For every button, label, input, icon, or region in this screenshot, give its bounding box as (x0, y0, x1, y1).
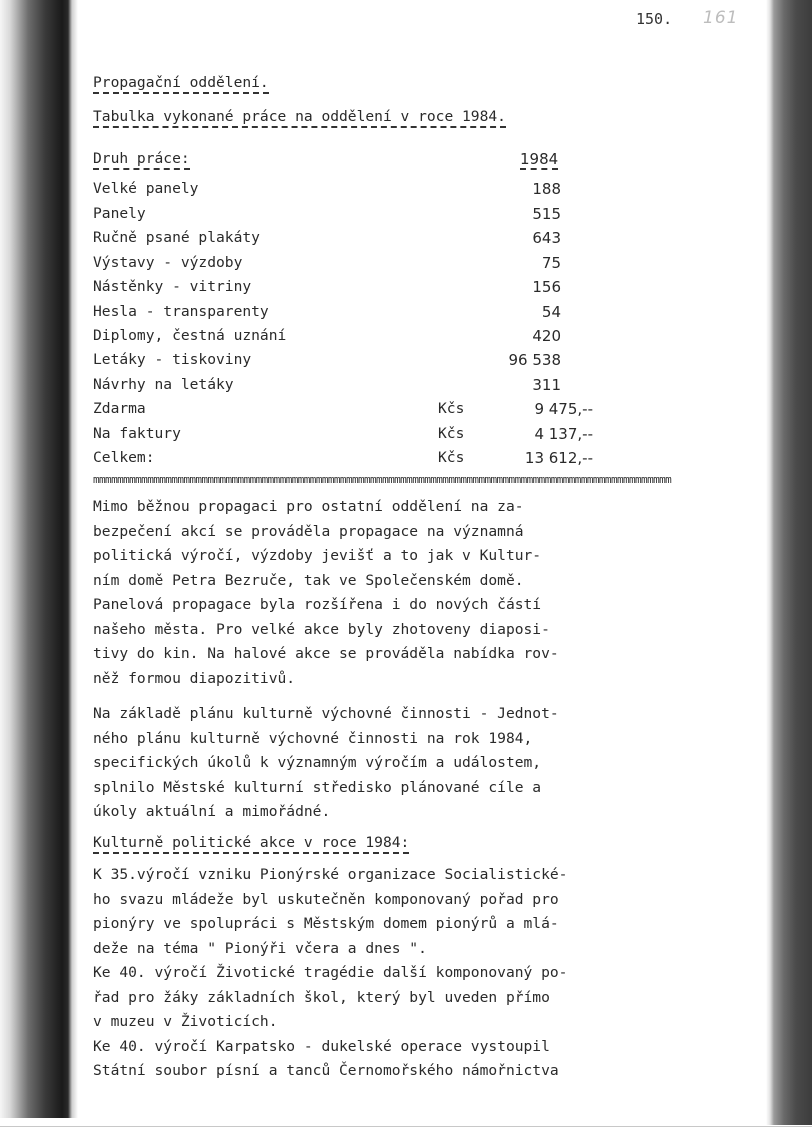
row-currency: Kčs (438, 425, 465, 442)
text-line: K 35.výročí vzniku Pionýrské organizace Socialistické- (93, 866, 568, 883)
text-line: v muzeu v Životicích. (93, 1013, 278, 1030)
paragraph-events (93, 863, 653, 1084)
typed-separator-line: mmmmmmmmmmmmmmmmmmmmmmmmmmmmmmmmmmmmmmmmmmmmmmmmmmmmmmmmmmmmmmmmmmmmmmmmmmmmmmmmmmmmmmmmmmmmmmmm (93, 473, 672, 486)
row-label: Panely (93, 205, 146, 222)
row-value: 54 (541, 303, 561, 321)
scan-shadow-right (766, 0, 812, 1125)
text-line: tivy do kin. Na halové akce se prováděla nabídka rov- (93, 645, 559, 662)
paragraph-propagation (93, 495, 653, 691)
row-currency: Kčs (438, 449, 465, 466)
section-title (93, 834, 409, 852)
row-label: Letáky - tiskoviny (93, 351, 252, 368)
row-value: 4 137,-- (534, 425, 593, 443)
archive-page-number: 161 (703, 8, 739, 28)
row-label: Návrhy na letáky (93, 376, 234, 393)
table-row (93, 303, 603, 323)
row-label: Nástěnky - vitriny (93, 278, 252, 295)
table-title-text: Tabulka vykonané práce na oddělení v roce 1984. (93, 108, 506, 128)
row-value: 96 538 (508, 351, 561, 369)
row-value: 9 475,-- (534, 400, 593, 418)
text-line: Panelová propagace byla rozšířena i do nových částí (93, 596, 542, 613)
text-line: politická výročí, výzdoby jevišť a to jak v Kultur- (93, 547, 542, 564)
page-number: 150. (636, 10, 673, 28)
section-title-text: Kulturně politické akce v roce 1984: (93, 834, 409, 854)
text-line: splnilo Městské kulturní středisko plánované cíle a (93, 778, 542, 796)
table-row (93, 254, 603, 274)
row-value: 13 612,-- (524, 449, 593, 467)
text-line: ného plánu kulturně výchovné činnosti na rok 1984, (93, 729, 533, 747)
table-row (93, 205, 603, 225)
text-line: bezpečení akcí se prováděla propagace na významná (93, 522, 524, 540)
table-row (93, 229, 603, 249)
text-line: ním domě Petra Bezruče, tak ve Společenském domě. (93, 571, 524, 589)
row-label: Celkem: (93, 449, 155, 466)
text-line: řad pro žáky základních škol, který byl uveden přímo (93, 988, 550, 1006)
table-row (93, 449, 603, 469)
table-row (93, 376, 603, 396)
table-title (93, 108, 506, 126)
text-line: našeho města. Pro velké akce byly zhotoveny diaposi- (93, 620, 550, 638)
table-header-label (93, 150, 190, 168)
text-line: Ke 40. výročí Karpatsko - dukelské operace vystoupil (93, 1037, 550, 1055)
department-title (93, 74, 269, 92)
text-line: pionýry ve spolupráci s Městským domem pionýrů a mlá- (93, 915, 559, 932)
row-currency: Kčs (438, 400, 465, 417)
text-line: Ke 40. výročí Životické tragédie další komponovaný po- (93, 964, 568, 981)
row-label: Výstavy - výzdoby (93, 254, 243, 271)
row-label: Na faktury (93, 425, 181, 442)
row-value: 75 (541, 254, 561, 272)
text-line: úkoly aktuální a mimořádné. (93, 803, 331, 820)
text-line: deže na téma " Pionýři včera a dnes ". (93, 939, 427, 957)
row-value: 188 (532, 180, 561, 198)
text-line: Na základě plánu kulturně výchovné činnosti - Jednot- (93, 705, 559, 722)
table-row (93, 425, 603, 445)
row-value: 311 (532, 376, 561, 394)
paragraph-plan (93, 702, 653, 825)
row-label: Hesla - transparenty (93, 303, 269, 320)
table-row (93, 278, 603, 298)
text-line: specifických úkolů k významným výročím a událostem, (93, 754, 542, 771)
table-row (93, 351, 603, 371)
table-header-year: 1984 (520, 150, 559, 168)
table-row (93, 400, 603, 420)
row-label: Velké panely (93, 180, 199, 197)
text-line: něž formou diapozitivů. (93, 669, 296, 687)
row-label: Zdarma (93, 400, 146, 417)
scan-shadow-left (0, 0, 78, 1118)
table-header-label-text: Druh práce: (93, 150, 190, 170)
row-value: 156 (532, 278, 561, 296)
row-value: 643 (532, 229, 561, 247)
row-label: Diplomy, čestná uznání (93, 327, 287, 344)
row-value: 515 (532, 205, 561, 223)
table-row (93, 180, 603, 200)
row-value: 420 (532, 327, 561, 345)
department-title-text: Propagační oddělení. (93, 74, 269, 94)
row-label: Ručně psané plakáty (93, 229, 260, 246)
page-bottom-edge (0, 1126, 812, 1134)
text-line: Mimo běžnou propagaci pro ostatní oddělení na za- (93, 498, 524, 515)
text-line: ho svazu mládeže byl uskutečněn komponovaný pořad pro (93, 890, 559, 908)
text-line: Státní soubor písní a tanců Černomořského námořnictva (93, 1062, 559, 1079)
table-row (93, 327, 603, 347)
